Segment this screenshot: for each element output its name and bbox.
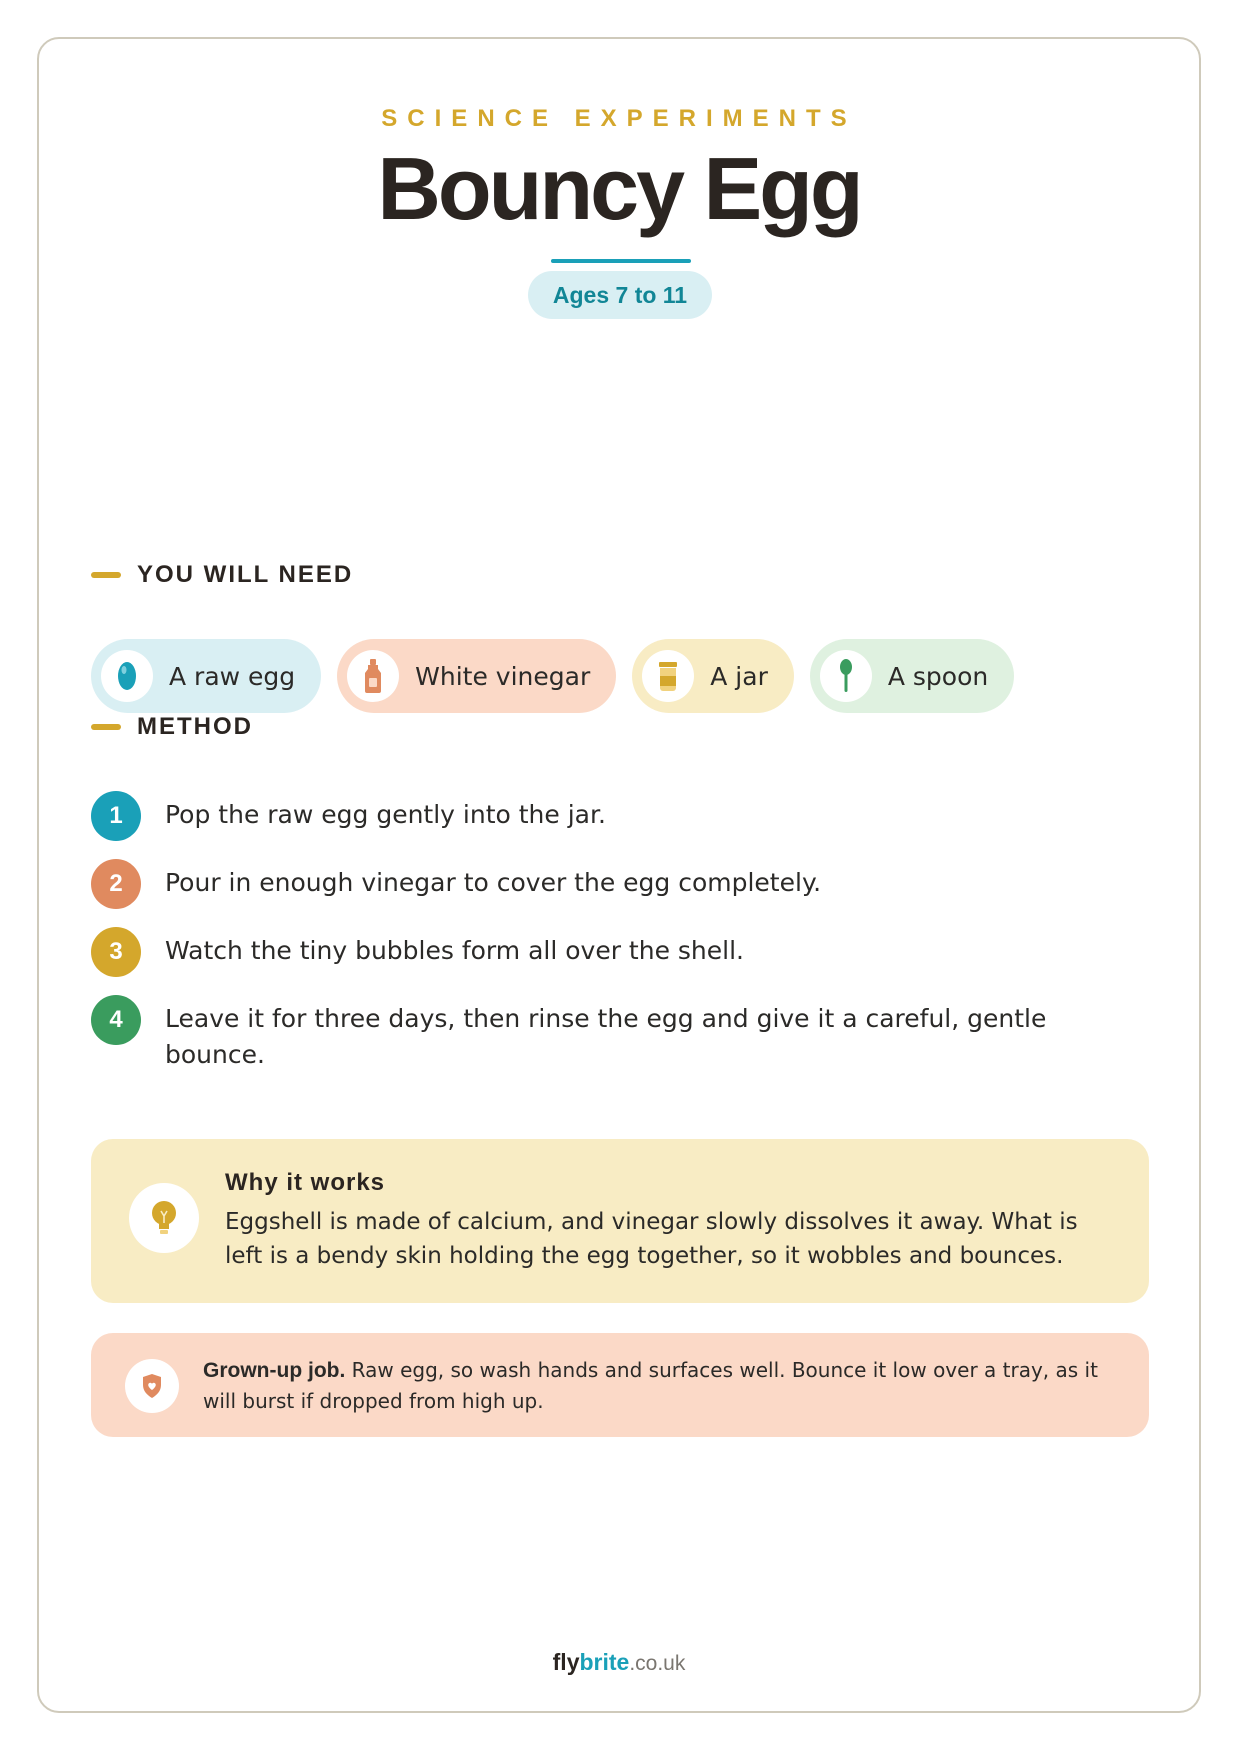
vinegar-bottle-icon bbox=[347, 650, 399, 702]
safety-note-lead: Grown-up job. bbox=[203, 1359, 346, 1382]
step-number-badge: 3 bbox=[91, 927, 141, 977]
jar-icon bbox=[642, 650, 694, 702]
material-chip-raw-egg bbox=[91, 639, 321, 713]
heading-bar bbox=[91, 724, 121, 730]
step-text: Pop the raw egg gently into the jar. bbox=[165, 800, 606, 829]
materials-list bbox=[91, 639, 1014, 713]
safety-note-box bbox=[91, 1333, 1149, 1437]
age-range-badge: Ages 7 to 11 bbox=[528, 271, 712, 319]
why-it-works-text: Eggshell is made of calcium, and vinegar slowly dissolves it away. What is left is a bendy skin holding the egg together, so it wobbles and bounces. bbox=[225, 1209, 1078, 1269]
method-step-1 bbox=[91, 791, 1131, 841]
brand-fly: fly bbox=[552, 1649, 580, 1675]
section-heading-label: YOU WILL NEED bbox=[137, 561, 354, 588]
method-step-3 bbox=[91, 927, 1131, 977]
material-chip-spoon bbox=[810, 639, 1014, 713]
section-heading-label: METHOD bbox=[137, 713, 253, 740]
step-text: Watch the tiny bubbles form all over the shell. bbox=[165, 936, 744, 965]
method-step-4 bbox=[91, 995, 1131, 1073]
method-step-2 bbox=[91, 859, 1131, 909]
step-text: Leave it for three days, then rinse the egg and give it a careful, gentle bounce. bbox=[165, 1004, 1047, 1069]
footer-brand bbox=[39, 1649, 1199, 1676]
why-it-works-heading: Why it works bbox=[225, 1169, 386, 1196]
category-eyebrow: SCIENCE EXPERIMENTS bbox=[381, 105, 857, 132]
spoon-icon bbox=[820, 650, 872, 702]
section-heading-you-will-need bbox=[91, 561, 353, 589]
material-label: A raw egg bbox=[169, 661, 296, 691]
section-heading-method bbox=[91, 713, 253, 741]
method-steps bbox=[91, 791, 1131, 1091]
heading-bar bbox=[91, 572, 121, 578]
why-it-works-box bbox=[91, 1139, 1149, 1303]
step-text: Pour in enough vinegar to cover the egg completely. bbox=[165, 868, 822, 897]
lightbulb-icon bbox=[129, 1183, 199, 1253]
brand-brite: brite bbox=[579, 1649, 630, 1675]
page-title: Bouncy Egg bbox=[377, 139, 861, 238]
material-chip-white-vinegar bbox=[337, 639, 616, 713]
safety-note-text bbox=[203, 1355, 1123, 1416]
material-label: A jar bbox=[710, 661, 768, 691]
material-label: White vinegar bbox=[415, 661, 591, 691]
title-underline bbox=[551, 259, 691, 263]
step-number-badge: 4 bbox=[91, 995, 141, 1045]
shield-icon bbox=[125, 1359, 179, 1413]
material-label: A spoon bbox=[887, 661, 989, 691]
material-chip-jar bbox=[632, 639, 794, 713]
worksheet-page bbox=[37, 37, 1201, 1713]
safety-note-body: Raw egg, so wash hands and surfaces well. Bounce it low over a tray, as it will burst if dropped from high up. bbox=[203, 1358, 1098, 1413]
step-number-badge: 1 bbox=[91, 791, 141, 841]
brand-domain: .co.uk bbox=[629, 1652, 686, 1675]
egg-icon bbox=[101, 650, 153, 702]
step-number-badge: 2 bbox=[91, 859, 141, 909]
